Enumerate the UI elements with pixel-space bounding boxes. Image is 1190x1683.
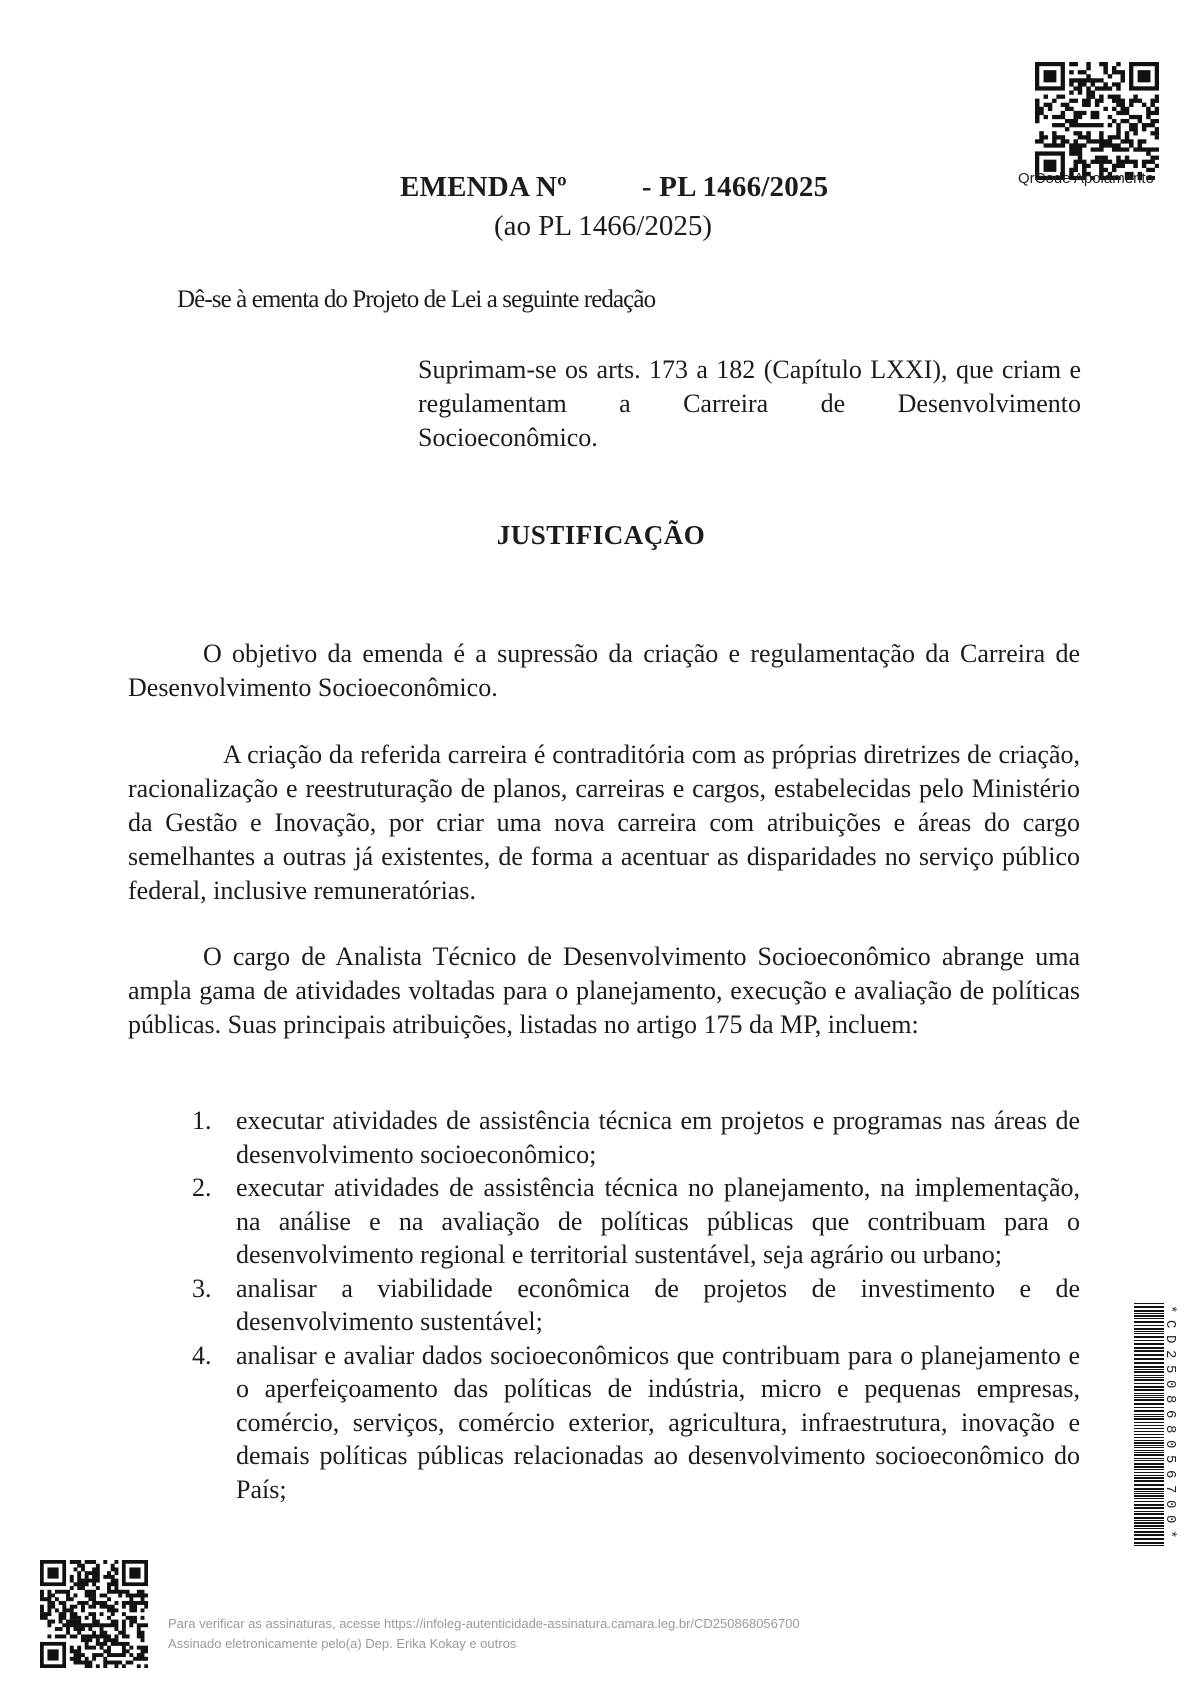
barcode-vertical [1134,1303,1164,1547]
qr-code-bottom [40,1560,148,1668]
amendment-text: Suprimam-se os arts. 173 a 182 (Capítulo LXXI), que criam e regulamentam a Carreira de Desenvolvimento Socioeconômico. [418,355,1081,452]
justification-heading: JUSTIFICAÇÃO [496,520,706,550]
amendment-instruction: Dê-se à ementa do Projeto de Lei a seguinte redação [177,286,656,313]
title-prefix: EMENDA Nº [400,171,567,203]
list-item [192,1171,1080,1272]
barcode-code: *CD250868056700* [1162,1304,1178,1546]
list-item-number: 3. [192,1273,212,1303]
qr-code-top [1035,62,1159,180]
list-item-text: executar atividades de assistência técnica no planejamento, na implementação, na análise e na avaliação de políticas públicas que contribuam para o desenvolvimento regional e territorial sustentável, seja agrário ou urbano; [236,1173,1080,1269]
justification-paragraph [128,940,1080,1042]
title-suffix: - PL 1466/2025 [641,171,829,203]
paragraph-text: O objetivo da emenda é a supressão da criação e regulamentação da Carreira de Desenvolvimento Socioeconômico. [128,639,1080,702]
list-item-text: executar atividades de assistência técnica em projetos e programas nas áreas de desenvolvimento socioeconômico; [236,1106,1080,1169]
document-subtitle: (ao PL 1466/2025) [494,210,713,242]
list-item-text: analisar a viabilidade econômica de projetos de investimento e de desenvolvimento sustentável; [236,1273,1080,1336]
qr-code-label: QrCode Apoiamento [1018,170,1154,187]
list-item [192,1104,1080,1171]
list-item-number: 2. [192,1173,212,1202]
attributions-list [192,1104,1080,1506]
justification-paragraph [128,637,1080,705]
paragraph-text: O cargo de Analista Técnico de Desenvolvimento Socioeconômico abrange uma ampla gama de atividades voltadas para o planejamento, execução e avaliação de políticas públicas. Suas principais atribuições, listadas no artigo 175 da MP, incluem: [128,942,1080,1039]
document-title [400,171,828,204]
paragraph-text: A criação da referida carreira é contraditória com as próprias diretrizes de criação, racionalização e reestruturação de planos, carreiras e cargos, estabelecidas pelo Ministério da Gestão e Inovação, por criar uma nova carreira com atribuições e áreas do cargo semelhantes a outras já existentes, de forma a acentuar as disparidades no serviço público federal, inclusive remuneratórias. [128,740,1080,905]
signature-footer [168,1614,800,1654]
list-item [192,1339,1080,1507]
list-item-text: analisar e avaliar dados socioeconômicos que contribuam para o planejamento e o aperfeiçoamento das políticas de indústria, micro e pequenas empresas, comércio, serviços, comércio exterior, agricultura, infraestrutura, inovação e demais políticas públicas relacionadas ao desenvolvimento socioeconômico do País; [236,1340,1080,1504]
signed-by-text: Assinado eletronicamente pelo(a) Dep. Erika Kokay e outros [168,1636,517,1651]
list-item-number: 1. [192,1106,212,1135]
justification-paragraph [128,738,1080,908]
list-item-number: 4. [192,1340,212,1370]
list-item [192,1272,1080,1339]
verify-link-text[interactable]: Para verificar as assinaturas, acesse https://infoleg-autenticidade-assinatura.camara.leg.br/CD250868056700 [168,1616,800,1631]
